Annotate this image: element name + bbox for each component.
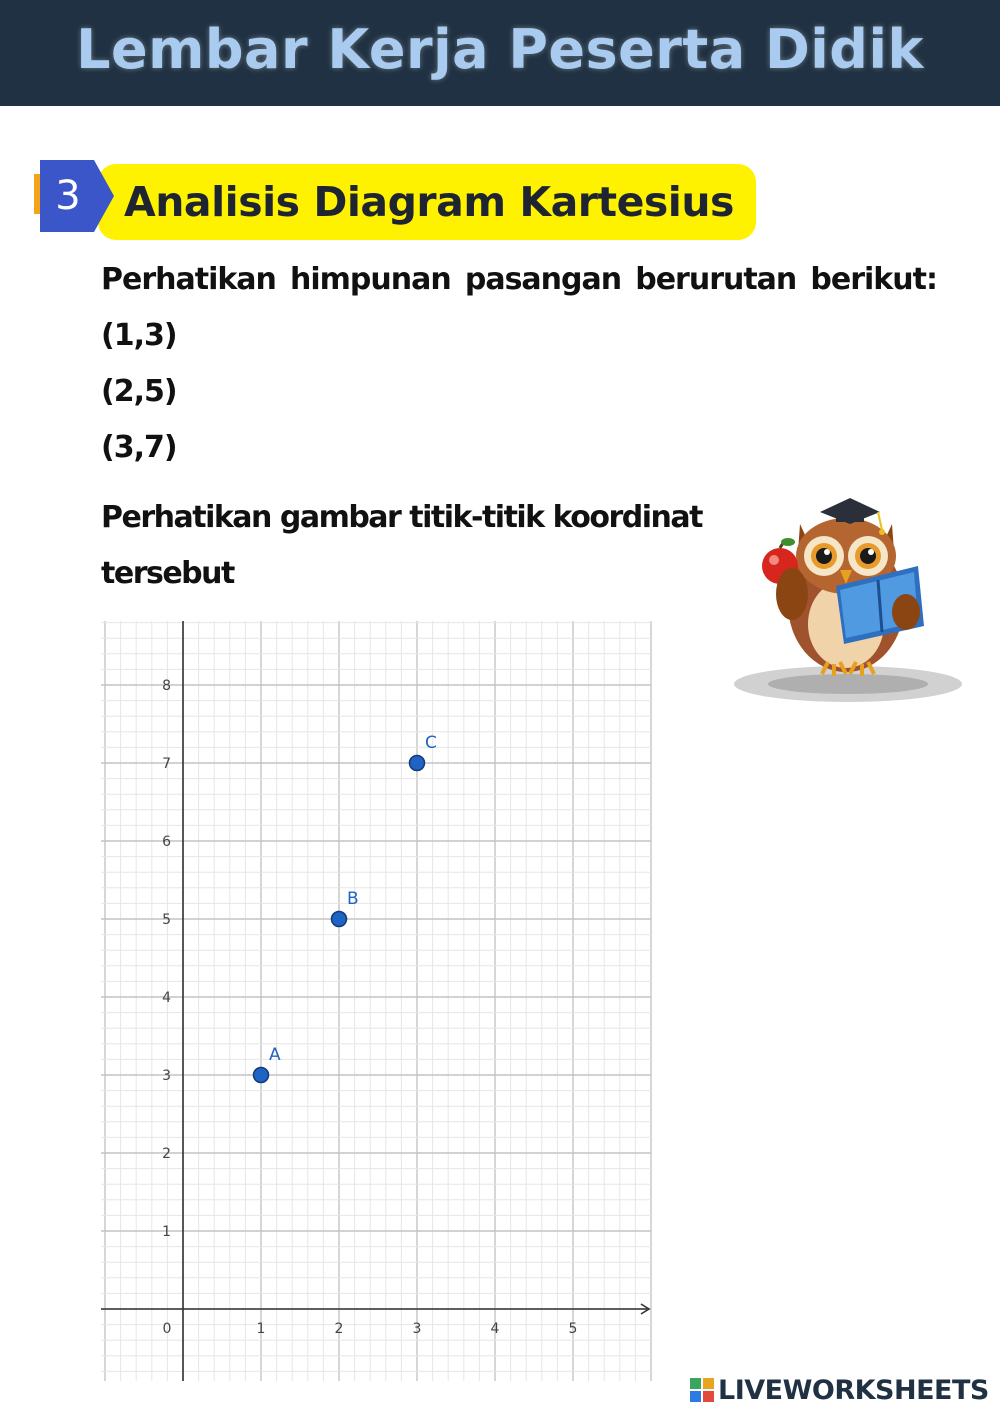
liveworksheets-logo [690, 1372, 989, 1408]
ordered-pair-2: (2,5) [101, 374, 177, 409]
x-tick-label: 3 [412, 1321, 422, 1337]
y-tick-label: 6 [162, 834, 171, 850]
ordered-pair-1: (1,3) [101, 318, 177, 353]
y-tick-label: 2 [162, 1146, 171, 1162]
cartesian-plot [95, 615, 655, 1385]
observe-line-1: Perhatikan gambar titik-titik koordinat [101, 500, 702, 535]
instruction-word: himpunan [290, 262, 451, 297]
y-tick-label: 3 [162, 1068, 171, 1084]
x-tick-label: 4 [490, 1321, 500, 1337]
instruction-word: berikut: [810, 262, 937, 297]
observe-instruction [101, 490, 741, 602]
y-tick-label: 8 [162, 678, 171, 694]
instruction-word: berurutan [635, 262, 797, 297]
x-tick-label: 2 [334, 1321, 344, 1337]
section-number: 3 [55, 173, 81, 219]
y-tick-label: 5 [162, 912, 171, 928]
y-tick-label: 1 [162, 1224, 171, 1240]
data-point-label: A [269, 1045, 281, 1065]
cartesian-diagram [95, 615, 655, 1385]
data-point-label: C [425, 733, 437, 753]
x-tick-label: 0 [162, 1321, 172, 1337]
header-banner [0, 0, 1000, 106]
x-tick-label: 5 [568, 1321, 578, 1337]
instruction-word: Perhatikan [101, 262, 276, 297]
logo-text: LIVEWORKSHEETS [718, 1374, 989, 1406]
ordered-pair-3: (3,7) [101, 430, 177, 465]
data-point-c [410, 756, 425, 771]
section-heading [34, 160, 734, 244]
instruction-sentence [101, 262, 937, 297]
liveworksheets-logo-icon [690, 1378, 714, 1402]
x-tick-label: 1 [256, 1321, 266, 1337]
data-point-b [332, 912, 347, 927]
page-title: Lembar Kerja Peserta Didik [76, 17, 924, 81]
section-title: Analisis Diagram Kartesius [124, 178, 734, 226]
owl-graduate-with-book-and-apple-icon [728, 494, 968, 708]
instruction-word: pasangan [464, 262, 622, 297]
y-tick-label: 7 [162, 756, 171, 772]
data-point-a [254, 1068, 269, 1083]
y-tick-label: 4 [162, 990, 171, 1006]
data-point-label: B [347, 889, 359, 909]
observe-line-2: tersebut [101, 556, 234, 591]
